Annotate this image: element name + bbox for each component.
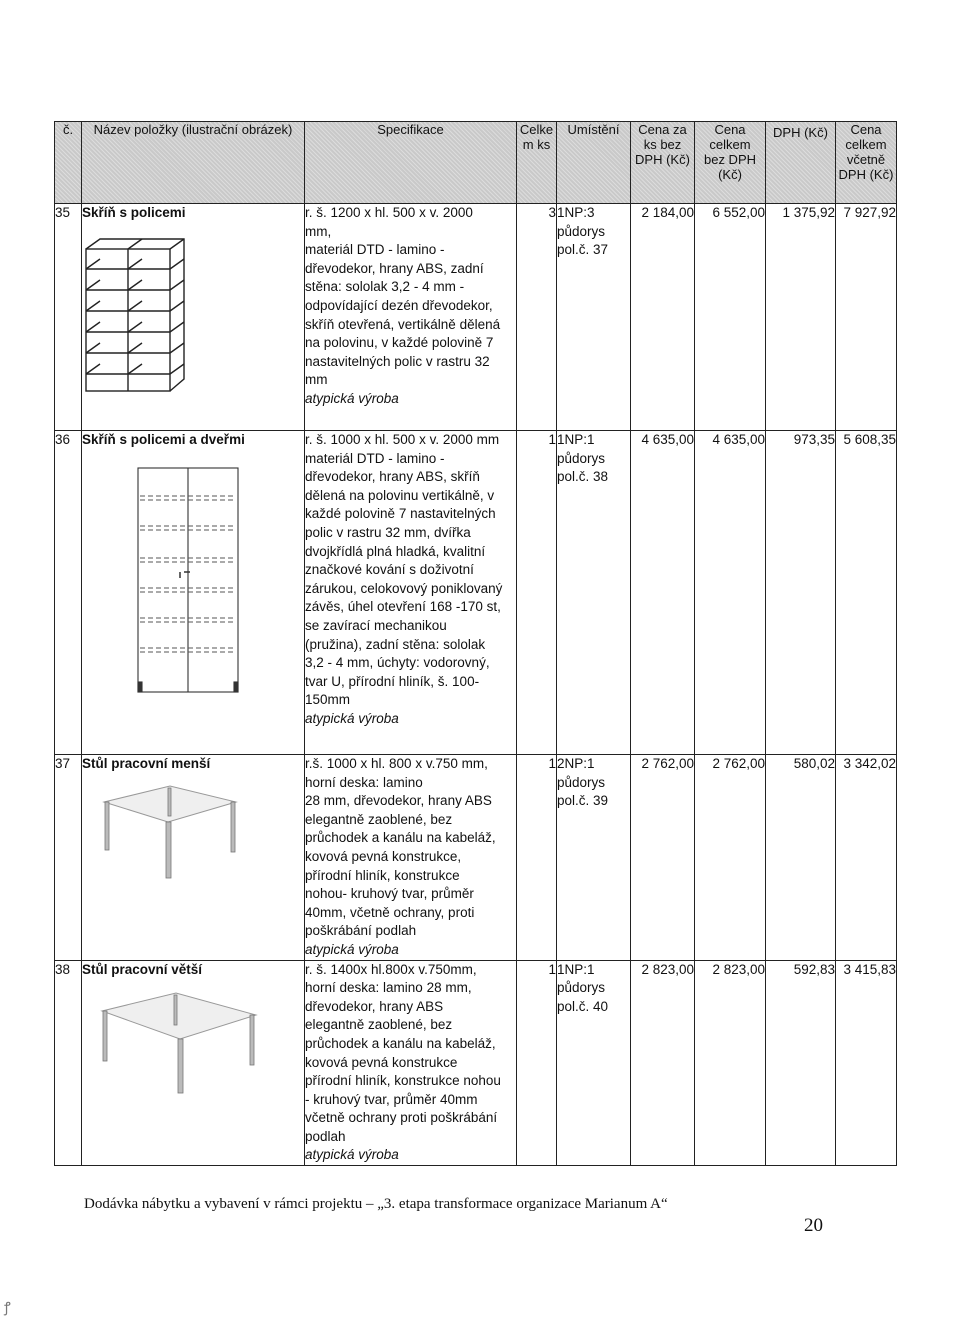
item-price-total: 2 823,00 [695,960,766,1166]
item-location: 1NP:1 půdorys pol.č. 40 [557,960,631,1166]
item-name: Stůl pracovní menší [82,756,211,771]
header-no: č. [55,122,82,204]
item-name: Stůl pracovní větší [82,961,203,977]
cabinet-with-doors-illustration [122,460,292,700]
small-work-table-illustration [92,780,242,880]
open-shelving-cabinet-illustration [82,235,194,395]
item-total-with-vat: 3 342,02 [836,755,897,961]
spec-note: atypická výroba [305,390,399,406]
item-no: 38 [55,960,82,1166]
item-spec: r.š. 1000 x hl. 800 x v.750 mm, horní deska: lamino 28 mm, dřevodekor, hrany ABS elegantně zaoblené, bez průchodek a kanálu na kabeláž, kovová pevná konstrukce, přírodní hliník, konstrukce nohou- kruhový tvar, průměr 40mm, včetně ochrany, proti poškrábání podlah atypická výroba [305,755,517,961]
item-price-total: 2 762,00 [695,755,766,961]
item-price-unit: 2 823,00 [631,960,695,1166]
header-total-with-vat: Cena celkem včetně DPH (Kč) [836,122,897,204]
item-name: Skříň s policemi [82,205,186,220]
header-price-total: Cena celkem bez DPH (Kč) [695,122,766,204]
item-vat: 592,83 [766,960,836,1166]
items-table [54,121,897,1166]
item-vat: 973,35 [766,431,836,755]
large-work-table-illustration [92,987,262,1097]
header-vat: DPH (Kč) [766,122,836,204]
item-location: 1NP:3 půdorys pol.č. 37 [557,204,631,431]
item-name-cell [82,755,305,961]
item-no: 36 [55,431,82,755]
item-name: Skříň s policemi a dveřmi [82,432,245,447]
item-name-cell [82,204,305,431]
item-spec: r. š. 1400x hl.800x v.750mm, horní deska: lamino 28 mm, dřevodekor, hrany ABS elegantně zaoblené, bez průchodek a kanálu na kabeláž, kovová pevná konstrukce přírodní hliník, konstrukce nohou - kruhový tvar, průměr 40mm včetně ochrany proti poškrábání podlah atypická výroba [305,960,517,1166]
item-total-with-vat: 7 927,92 [836,204,897,431]
item-count: 3 [517,204,557,431]
item-price-unit: 2 762,00 [631,755,695,961]
item-total-with-vat: 5 608,35 [836,431,897,755]
item-price-unit: 2 184,00 [631,204,695,431]
header-count: Celke m ks [517,122,557,204]
page-number: 20 [804,1215,823,1236]
item-name-cell [82,431,305,755]
item-spec: r. š. 1000 x hl. 500 x v. 2000 mm materiál DTD - lamino - dřevodekor, hrany ABS, skříň dělená na polovinu vertikálně, v každé polovině 7 nastavitelných polic v rastru 32 mm, dvířka dvojkřídlá plná hladká, kvalitní značkové kování s doživotní zárukou, celokovový poniklovaný závěs, úhel otevření 168 -170 st, se zavírací mechanikou (pružina), zadní stěna: sololak 3,2 - 4 mm, úchyty: vodorovný, tvar U, přírodní hliník, š. 100- 150mm atypická výroba [305,431,517,755]
spec-note: atypická výroba [305,941,399,957]
header-price-unit: Cena za ks bez DPH (Kč) [631,122,695,204]
header-name: Název položky (ilustrační obrázek) [82,122,305,204]
item-vat: 1 375,92 [766,204,836,431]
margin-mark: ꝭ [4,1301,11,1316]
item-location: 2NP:1 půdorys pol.č. 39 [557,755,631,961]
item-count: 1 [517,431,557,755]
item-total-with-vat: 3 415,83 [836,960,897,1166]
item-price-unit: 4 635,00 [631,431,695,755]
item-price-total: 6 552,00 [695,204,766,431]
item-no: 37 [55,755,82,961]
item-vat: 580,02 [766,755,836,961]
item-count: 1 [517,960,557,1166]
header-spec: Specifikace [305,122,517,204]
spec-note: atypická výroba [305,710,399,726]
footer-text: Dodávka nábytku a vybavení v rámci projektu – „3. etapa transformace organizace Marianum A“ [84,1196,668,1212]
table-row [55,960,897,1166]
spec-note: atypická výroba [305,1147,399,1163]
table-row [55,431,897,755]
table-row [55,755,897,961]
item-spec: r. š. 1200 x hl. 500 x v. 2000 mm, materiál DTD - lamino - dřevodekor, hrany ABS, zadní stěna: sololak 3,2 - 4 mm - odpovídající dezén dřevodekor, skříň otevřená, vertikálně dělená na polovinu, v každé polovině 7 nastavitelných polic v rastru 32 mm atypická výroba [305,204,517,431]
item-location: 1NP:1 půdorys pol.č. 38 [557,431,631,755]
item-price-total: 4 635,00 [695,431,766,755]
item-no: 35 [55,204,82,431]
header-location: Umístění [557,122,631,204]
table-row [55,204,897,431]
item-name-cell [82,960,305,1166]
table-header-row [55,122,897,204]
item-count: 1 [517,755,557,961]
